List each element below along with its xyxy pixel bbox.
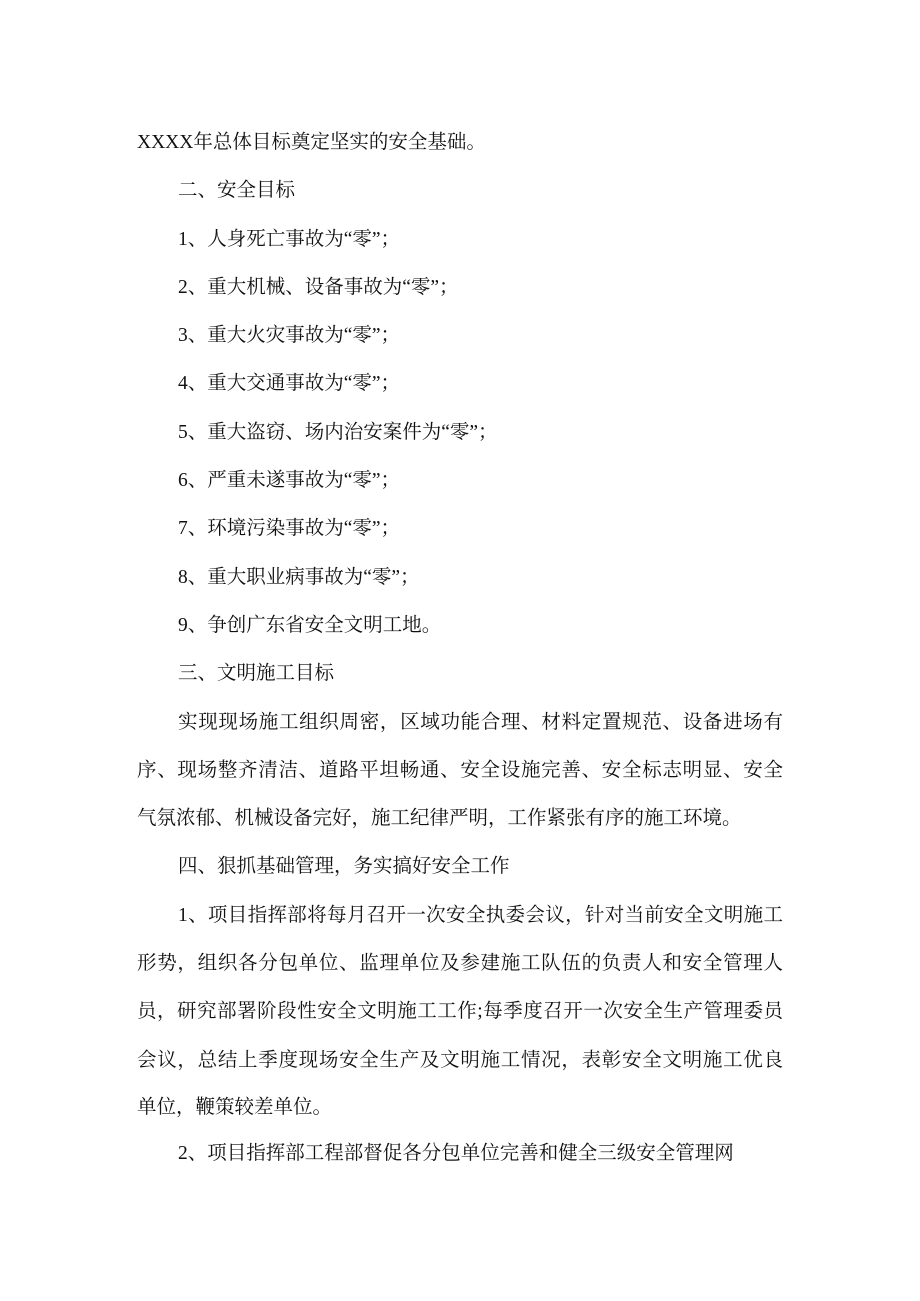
paragraph-line: 实现现场施工组织周密，区域功能合理、材料定置规范、设备进场有	[178, 711, 783, 733]
list-item: 4、重大交通事故为“零”；	[178, 373, 401, 395]
paragraph-line: 员，研究部署阶段性安全文明施工工作;每季度召开一次安全生产管理委员	[137, 1001, 783, 1023]
intro-line: XXXX年总体目标奠定坚实的安全基础。	[137, 132, 486, 153]
paragraph-line: 序、现场整齐清洁、道路平坦畅通、安全设施完善、安全标志明显、安全	[137, 759, 783, 781]
section-heading-safety-goals: 二、安全目标	[178, 180, 296, 202]
list-item: 8、重大职业病事故为“零”；	[178, 566, 420, 588]
document-page	[137, 119, 783, 1177]
list-item: 2、重大机械、设备事故为“零”；	[178, 276, 459, 298]
list-item: 9、争创广东省安全文明工地。	[178, 614, 442, 636]
paragraph-line: 气氛浓郁、机械设备完好，施工纪律严明，工作紧张有序的施工环境。	[137, 808, 742, 830]
list-item: 5、重大盗窃、场内治安案件为“零”；	[178, 421, 498, 443]
paragraph-line: 1、项目指挥部将每月召开一次安全执委会议，针对当前安全文明施工	[178, 904, 783, 926]
paragraph-line: 单位，鞭策较差单位。	[137, 1096, 333, 1118]
paragraph-line: 2、项目指挥部工程部督促各分包单位完善和健全三级安全管理网	[178, 1142, 734, 1164]
list-item: 3、重大火灾事故为“零”；	[178, 325, 401, 347]
paragraph-line: 会议，总结上季度现场安全生产及文明施工情况，表彰安全文明施工优良	[137, 1049, 783, 1071]
list-item: 6、严重未遂事故为“零”；	[178, 470, 401, 492]
section-heading-civilized-construction: 三、文明施工目标	[178, 663, 335, 685]
section-heading-basic-management: 四、狠抓基础管理，务实搞好安全工作	[178, 856, 510, 878]
paragraph-line: 形势，组织各分包单位、监理单位及参建施工队伍的负责人和安全管理人	[137, 953, 783, 975]
list-item: 1、人身死亡事故为“零”；	[178, 228, 401, 250]
list-item: 7、环境污染事故为“零”；	[178, 518, 401, 540]
